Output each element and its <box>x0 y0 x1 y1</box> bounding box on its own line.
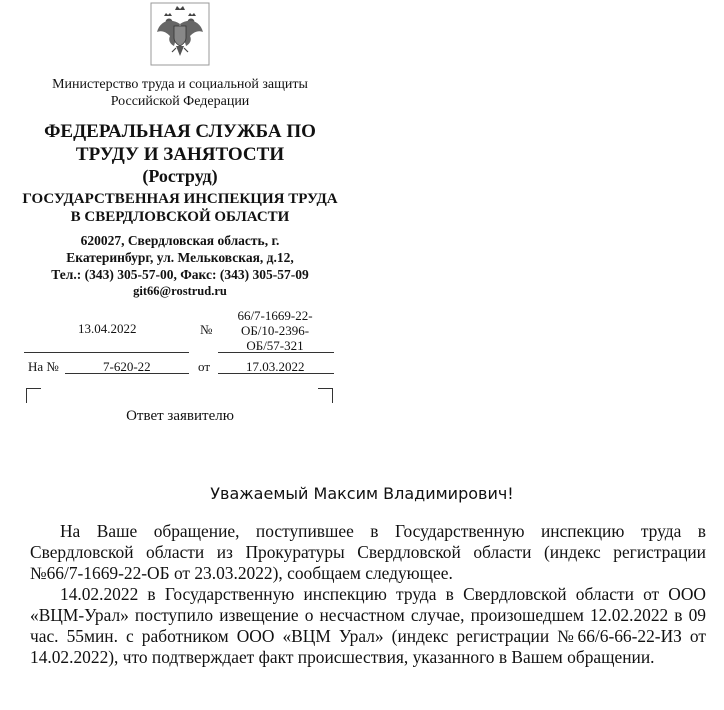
address-line-1: 620027, Свердловская область, г. <box>80 233 280 248</box>
reference-date-underline <box>218 373 334 374</box>
registration-number-line-2: ОБ/10-2396- <box>240 323 310 338</box>
reference-number: 7-620-22 <box>103 359 151 374</box>
email: git66@rostrud.ru <box>133 284 227 298</box>
agency-name: ФЕДЕРАЛЬНАЯ СЛУЖБА ПО ТРУДУ И ЗАНЯТОСТИ <box>44 121 316 165</box>
registration-number-label: № <box>200 322 213 337</box>
corner-mark-right <box>318 388 333 403</box>
corner-mark-left <box>26 388 41 403</box>
number-underline <box>218 352 334 353</box>
address-line-2: Екатеринбург, ул. Мельковская, д.12, <box>66 250 294 265</box>
registration-number-line-3: ОБ/57-321 <box>246 338 304 353</box>
registration-number-line-1: 66/7-1669-22- <box>237 308 313 323</box>
paragraph-1: На Ваше обращение, поступившее в Государственную инспекцию труда в Свердловской области из Прокуратуры Свердловской области (индекс регистрации №66/7-1669-22-ОБ от 23.03.2022), сообщаем следующее. <box>30 521 706 583</box>
reference-label: На № <box>28 359 59 374</box>
reference-from-label: от <box>198 359 211 374</box>
paragraph-2: 14.02.2022 в Государственную инспекцию труда в Свердловской области от ООО «ВЦМ-Урал» поступило извещение о несчастном случае, произошедшем 12.02.2022 в 09 час. 55мин. с работником ООО «ВЦМ Урал» (индекс регистрации №66/6-66-22-ИЗ от 14.02.2022), что подтверждает факт происшествия, указанного в Вашем обращении. <box>30 584 706 667</box>
phones: Тел.: (343) 305-57-00, Факс: (343) 305-57-09 <box>51 267 309 282</box>
coat-of-arms-icon <box>150 2 210 66</box>
address-block <box>20 232 340 283</box>
ministry-name: Министерство труда и социальной защиты Российской Федерации <box>52 77 308 109</box>
letter-body <box>30 521 706 668</box>
registration-date: 13.04.2022 <box>78 321 137 336</box>
agency-short-name: (Роструд) <box>142 166 218 186</box>
registration-number <box>234 308 316 353</box>
addressee: Ответ заявителю <box>126 408 234 424</box>
reference-date: 17.03.2022 <box>246 359 305 374</box>
reference-number-underline <box>65 373 189 374</box>
inspection-name: ГОСУДАРСТВЕННАЯ ИНСПЕКЦИЯ ТРУДА В СВЕРДЛОВСКОЙ ОБЛАСТИ <box>22 191 338 225</box>
date-underline <box>24 352 189 353</box>
salutation: Уважаемый Максим Владимирович! <box>210 484 514 503</box>
